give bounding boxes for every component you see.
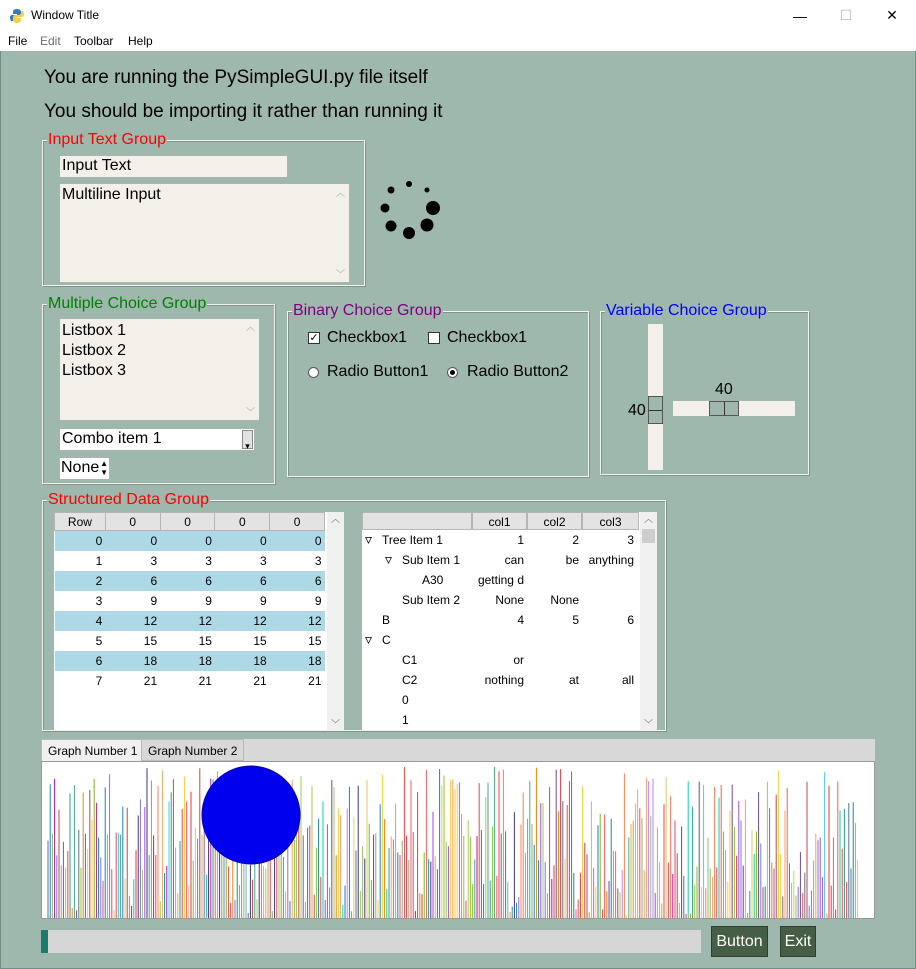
tree-cell: None xyxy=(495,593,524,607)
table-cell: 0 xyxy=(314,533,322,548)
graph-canvas[interactable] xyxy=(41,761,875,919)
spin-arrows-icon[interactable]: ▲ ▼ xyxy=(100,459,108,477)
tree-row[interactable] xyxy=(362,570,637,590)
scroll-down-icon[interactable]: ﹀ xyxy=(644,719,654,729)
tree-item-label: A30 xyxy=(422,573,444,587)
table-cell: 0 xyxy=(150,533,158,548)
tree-expand-icon[interactable]: ▿ xyxy=(365,631,373,647)
table-cell: 21 xyxy=(198,673,212,688)
combo-dropdown-icon[interactable]: ▾ xyxy=(242,430,253,449)
table-row[interactable] xyxy=(55,591,325,611)
minimize-icon: — xyxy=(793,7,807,24)
tree-expand-icon[interactable]: ▿ xyxy=(365,531,373,547)
table-cell: 3 xyxy=(150,553,158,568)
tree-row[interactable] xyxy=(362,710,637,730)
tree-scrollbar[interactable] xyxy=(640,512,657,730)
tree-header-cell[interactable]: col3 xyxy=(582,512,639,530)
tree-scroll-thumb[interactable] xyxy=(642,529,655,543)
combo-box[interactable] xyxy=(59,428,255,451)
table-scrollbar[interactable] xyxy=(327,512,344,730)
scroll-up-icon[interactable]: ︿ xyxy=(331,514,341,524)
table-cell: 21 xyxy=(143,673,158,688)
tree-cell: 2 xyxy=(572,533,579,547)
structured-data-group-title: Structured Data Group xyxy=(48,491,209,508)
table-cell: 1 xyxy=(95,553,103,568)
table-cell: 7 xyxy=(95,673,103,688)
menu-bar xyxy=(0,31,916,51)
tree-row[interactable] xyxy=(362,670,637,690)
table-cell: 21 xyxy=(253,673,267,688)
tree-item-label: C2 xyxy=(402,673,418,687)
tree-cell: at xyxy=(568,673,579,687)
tree-item-label: Sub Item 2 xyxy=(402,593,461,607)
table-header-cell[interactable]: 0 xyxy=(270,513,325,531)
table-cell: 12 xyxy=(198,613,212,628)
table-cell: 6 xyxy=(205,573,212,588)
checkbox2-label[interactable]: Checkbox1 xyxy=(447,329,528,346)
horizontal-slider[interactable] xyxy=(673,401,795,416)
maximize-button[interactable] xyxy=(823,0,869,31)
table-cell: 15 xyxy=(253,633,267,648)
tree-item-label: C1 xyxy=(402,653,418,667)
table-header-cell[interactable]: 0 xyxy=(215,513,270,531)
multiple-choice-group-title: Multiple Choice Group xyxy=(48,295,207,312)
minimize-button[interactable] xyxy=(777,0,823,31)
table-cell: 12 xyxy=(253,613,267,628)
maximize-icon: ☐ xyxy=(839,7,853,23)
exit-button[interactable]: Exit xyxy=(780,926,816,957)
table-cell: 0 xyxy=(205,533,212,548)
radio1-label[interactable]: Radio Button1 xyxy=(327,363,429,380)
input-text-group xyxy=(42,131,365,286)
table-cell: 0 xyxy=(95,533,103,548)
table-row[interactable] xyxy=(55,651,325,671)
tree-row[interactable] xyxy=(362,590,637,610)
tree-row[interactable] xyxy=(362,550,637,570)
radio2-label[interactable]: Radio Button2 xyxy=(467,363,569,380)
progress-fill xyxy=(41,930,48,953)
table-cell: 6 xyxy=(95,653,103,668)
table-cell: 3 xyxy=(260,553,267,568)
table-header-row xyxy=(55,513,325,531)
tree-cell: None xyxy=(550,593,579,607)
title-bar xyxy=(0,0,916,31)
button-button[interactable]: Button xyxy=(711,926,768,957)
table-cell: 9 xyxy=(260,593,267,608)
tree-row[interactable] xyxy=(362,650,637,670)
table-row[interactable] xyxy=(55,611,325,631)
table-cell: 3 xyxy=(205,553,212,568)
tree-cell: be xyxy=(565,553,579,567)
checkbox1-label[interactable]: Checkbox1 xyxy=(327,329,408,346)
menu-file[interactable]: File xyxy=(8,34,28,48)
radio1-button[interactable] xyxy=(308,367,319,378)
input-text-field[interactable] xyxy=(59,155,288,178)
tree-header-cell[interactable]: col2 xyxy=(527,512,582,530)
close-icon: ✕ xyxy=(886,7,898,23)
variable-choice-group xyxy=(600,302,809,475)
tree-header-row xyxy=(362,512,639,530)
listbox-item[interactable]: Listbox 2 xyxy=(62,342,127,359)
tree-cell: nothing xyxy=(484,673,524,687)
table-cell: 12 xyxy=(308,613,322,628)
checkbox2-box[interactable] xyxy=(428,332,440,344)
table-cell: 18 xyxy=(143,653,158,668)
tree-cell: 6 xyxy=(627,613,634,627)
input-text-group-title: Input Text Group xyxy=(48,131,166,148)
table-cell: 9 xyxy=(150,593,158,608)
table-header-cell[interactable]: 0 xyxy=(105,513,160,531)
tab-graph-1[interactable]: Graph Number 1 xyxy=(41,739,144,761)
running-notice-2: You should be importing it rather than running it xyxy=(44,101,443,122)
listbox-item[interactable]: Listbox 3 xyxy=(62,362,127,379)
loading-spinner-icon xyxy=(374,176,444,246)
vertical-slider-value: 40 xyxy=(628,402,646,419)
spin-value: None xyxy=(61,459,100,476)
binary-choice-group xyxy=(287,302,589,477)
table-cell: 9 xyxy=(205,593,212,608)
table-row[interactable] xyxy=(55,671,325,691)
tree-item-label: Tree Item 1 xyxy=(382,533,443,547)
table-cell: 4 xyxy=(95,613,103,628)
tab-graph-2[interactable]: Graph Number 2 xyxy=(141,739,244,761)
radio2-button[interactable] xyxy=(447,367,458,378)
tree-cell: 4 xyxy=(517,613,524,627)
progress-bar xyxy=(41,930,701,953)
python-logo-icon xyxy=(9,8,25,24)
multiline-input[interactable] xyxy=(59,183,350,283)
table-header-cell[interactable]: Row xyxy=(55,513,106,531)
vertical-slider[interactable] xyxy=(648,324,663,470)
running-notice-1: You are running the PySimpleGUI.py file itself xyxy=(44,67,428,88)
scroll-down-icon[interactable]: ﹀ xyxy=(336,269,346,279)
scroll-down-icon[interactable]: ﹀ xyxy=(246,407,256,417)
listbox[interactable] xyxy=(59,318,260,421)
table-cell: 18 xyxy=(198,653,212,668)
table-cell: 3 xyxy=(314,553,322,568)
table-cell: 9 xyxy=(314,593,322,608)
tree-item-label: C xyxy=(382,633,391,647)
table-row[interactable] xyxy=(55,531,325,551)
combo-value: Combo item 1 xyxy=(62,430,162,447)
table-cell: 6 xyxy=(260,573,267,588)
table-row[interactable] xyxy=(55,551,325,571)
horizontal-slider-value: 40 xyxy=(715,381,733,398)
table-cell: 5 xyxy=(95,633,103,648)
tree-cell: 5 xyxy=(572,613,579,627)
table-cell: 6 xyxy=(314,573,322,588)
table-row[interactable] xyxy=(55,631,325,651)
tree-cell: can xyxy=(504,553,524,567)
multiple-choice-group xyxy=(42,295,275,484)
tree-header-cell[interactable]: col1 xyxy=(472,512,527,530)
table-cell: 18 xyxy=(308,653,322,668)
menu-edit[interactable]: Edit xyxy=(40,34,61,48)
tree-item-label: B xyxy=(382,613,391,627)
tree-row[interactable] xyxy=(362,630,637,650)
table-cell: 18 xyxy=(253,653,267,668)
graph-circle xyxy=(202,766,300,864)
table-cell: 21 xyxy=(308,673,322,688)
table-cell: 6 xyxy=(150,573,158,588)
scroll-up-icon[interactable]: ︿ xyxy=(644,514,654,524)
tree-item-label: 0 xyxy=(402,693,409,707)
data-table[interactable] xyxy=(54,512,344,730)
table-cell: 3 xyxy=(95,593,103,608)
tree-cell: 1 xyxy=(517,533,524,547)
checkbox1-box[interactable]: ✓ xyxy=(309,332,319,344)
structured-data-group xyxy=(42,491,666,731)
window-title: Window Title xyxy=(31,8,100,22)
tree-cell: or xyxy=(513,653,524,667)
tree-expand-icon[interactable]: ▿ xyxy=(385,551,393,567)
tree-row[interactable] xyxy=(362,610,637,630)
table-row[interactable] xyxy=(55,571,325,591)
menu-help[interactable]: Help xyxy=(128,34,153,48)
scroll-up-icon[interactable]: ︿ xyxy=(336,188,346,198)
multiline-value: Multiline Input xyxy=(62,186,161,203)
table-header-cell[interactable]: 0 xyxy=(160,513,215,531)
close-button[interactable] xyxy=(869,0,915,31)
tree-cell: 3 xyxy=(627,533,634,547)
table-cell: 15 xyxy=(198,633,212,648)
table-cell: 0 xyxy=(260,533,267,548)
table-cell: 15 xyxy=(308,633,322,648)
vertical-slider-thumb[interactable] xyxy=(648,396,663,424)
tree-view[interactable] xyxy=(362,512,657,730)
variable-choice-group-title: Variable Choice Group xyxy=(606,302,767,319)
tree-cell: all xyxy=(621,673,634,687)
random-lines-graph xyxy=(42,762,875,919)
tree-item-label: Sub Item 1 xyxy=(402,553,461,567)
menu-toolbar[interactable]: Toolbar xyxy=(74,34,114,48)
binary-choice-group-title: Binary Choice Group xyxy=(293,302,442,319)
spin-box[interactable] xyxy=(59,457,110,480)
tree-row[interactable] xyxy=(362,690,637,710)
tree-cell: getting d xyxy=(477,573,524,587)
listbox-item[interactable]: Listbox 1 xyxy=(62,322,127,339)
multiline-scrollbar[interactable] xyxy=(332,184,349,282)
tree-item-label: 1 xyxy=(402,713,409,727)
scroll-down-icon[interactable]: ﹀ xyxy=(331,719,341,729)
horizontal-slider-thumb[interactable] xyxy=(709,401,739,416)
table-cell: 12 xyxy=(143,613,158,628)
tree-row[interactable] xyxy=(362,530,637,550)
tree-cell: anything xyxy=(588,553,634,567)
table-cell: 2 xyxy=(95,573,103,588)
input-text-value: Input Text xyxy=(62,157,132,174)
listbox-scrollbar[interactable] xyxy=(242,319,259,420)
table-cell: 15 xyxy=(143,633,158,648)
scroll-up-icon[interactable]: ︿ xyxy=(246,322,256,332)
